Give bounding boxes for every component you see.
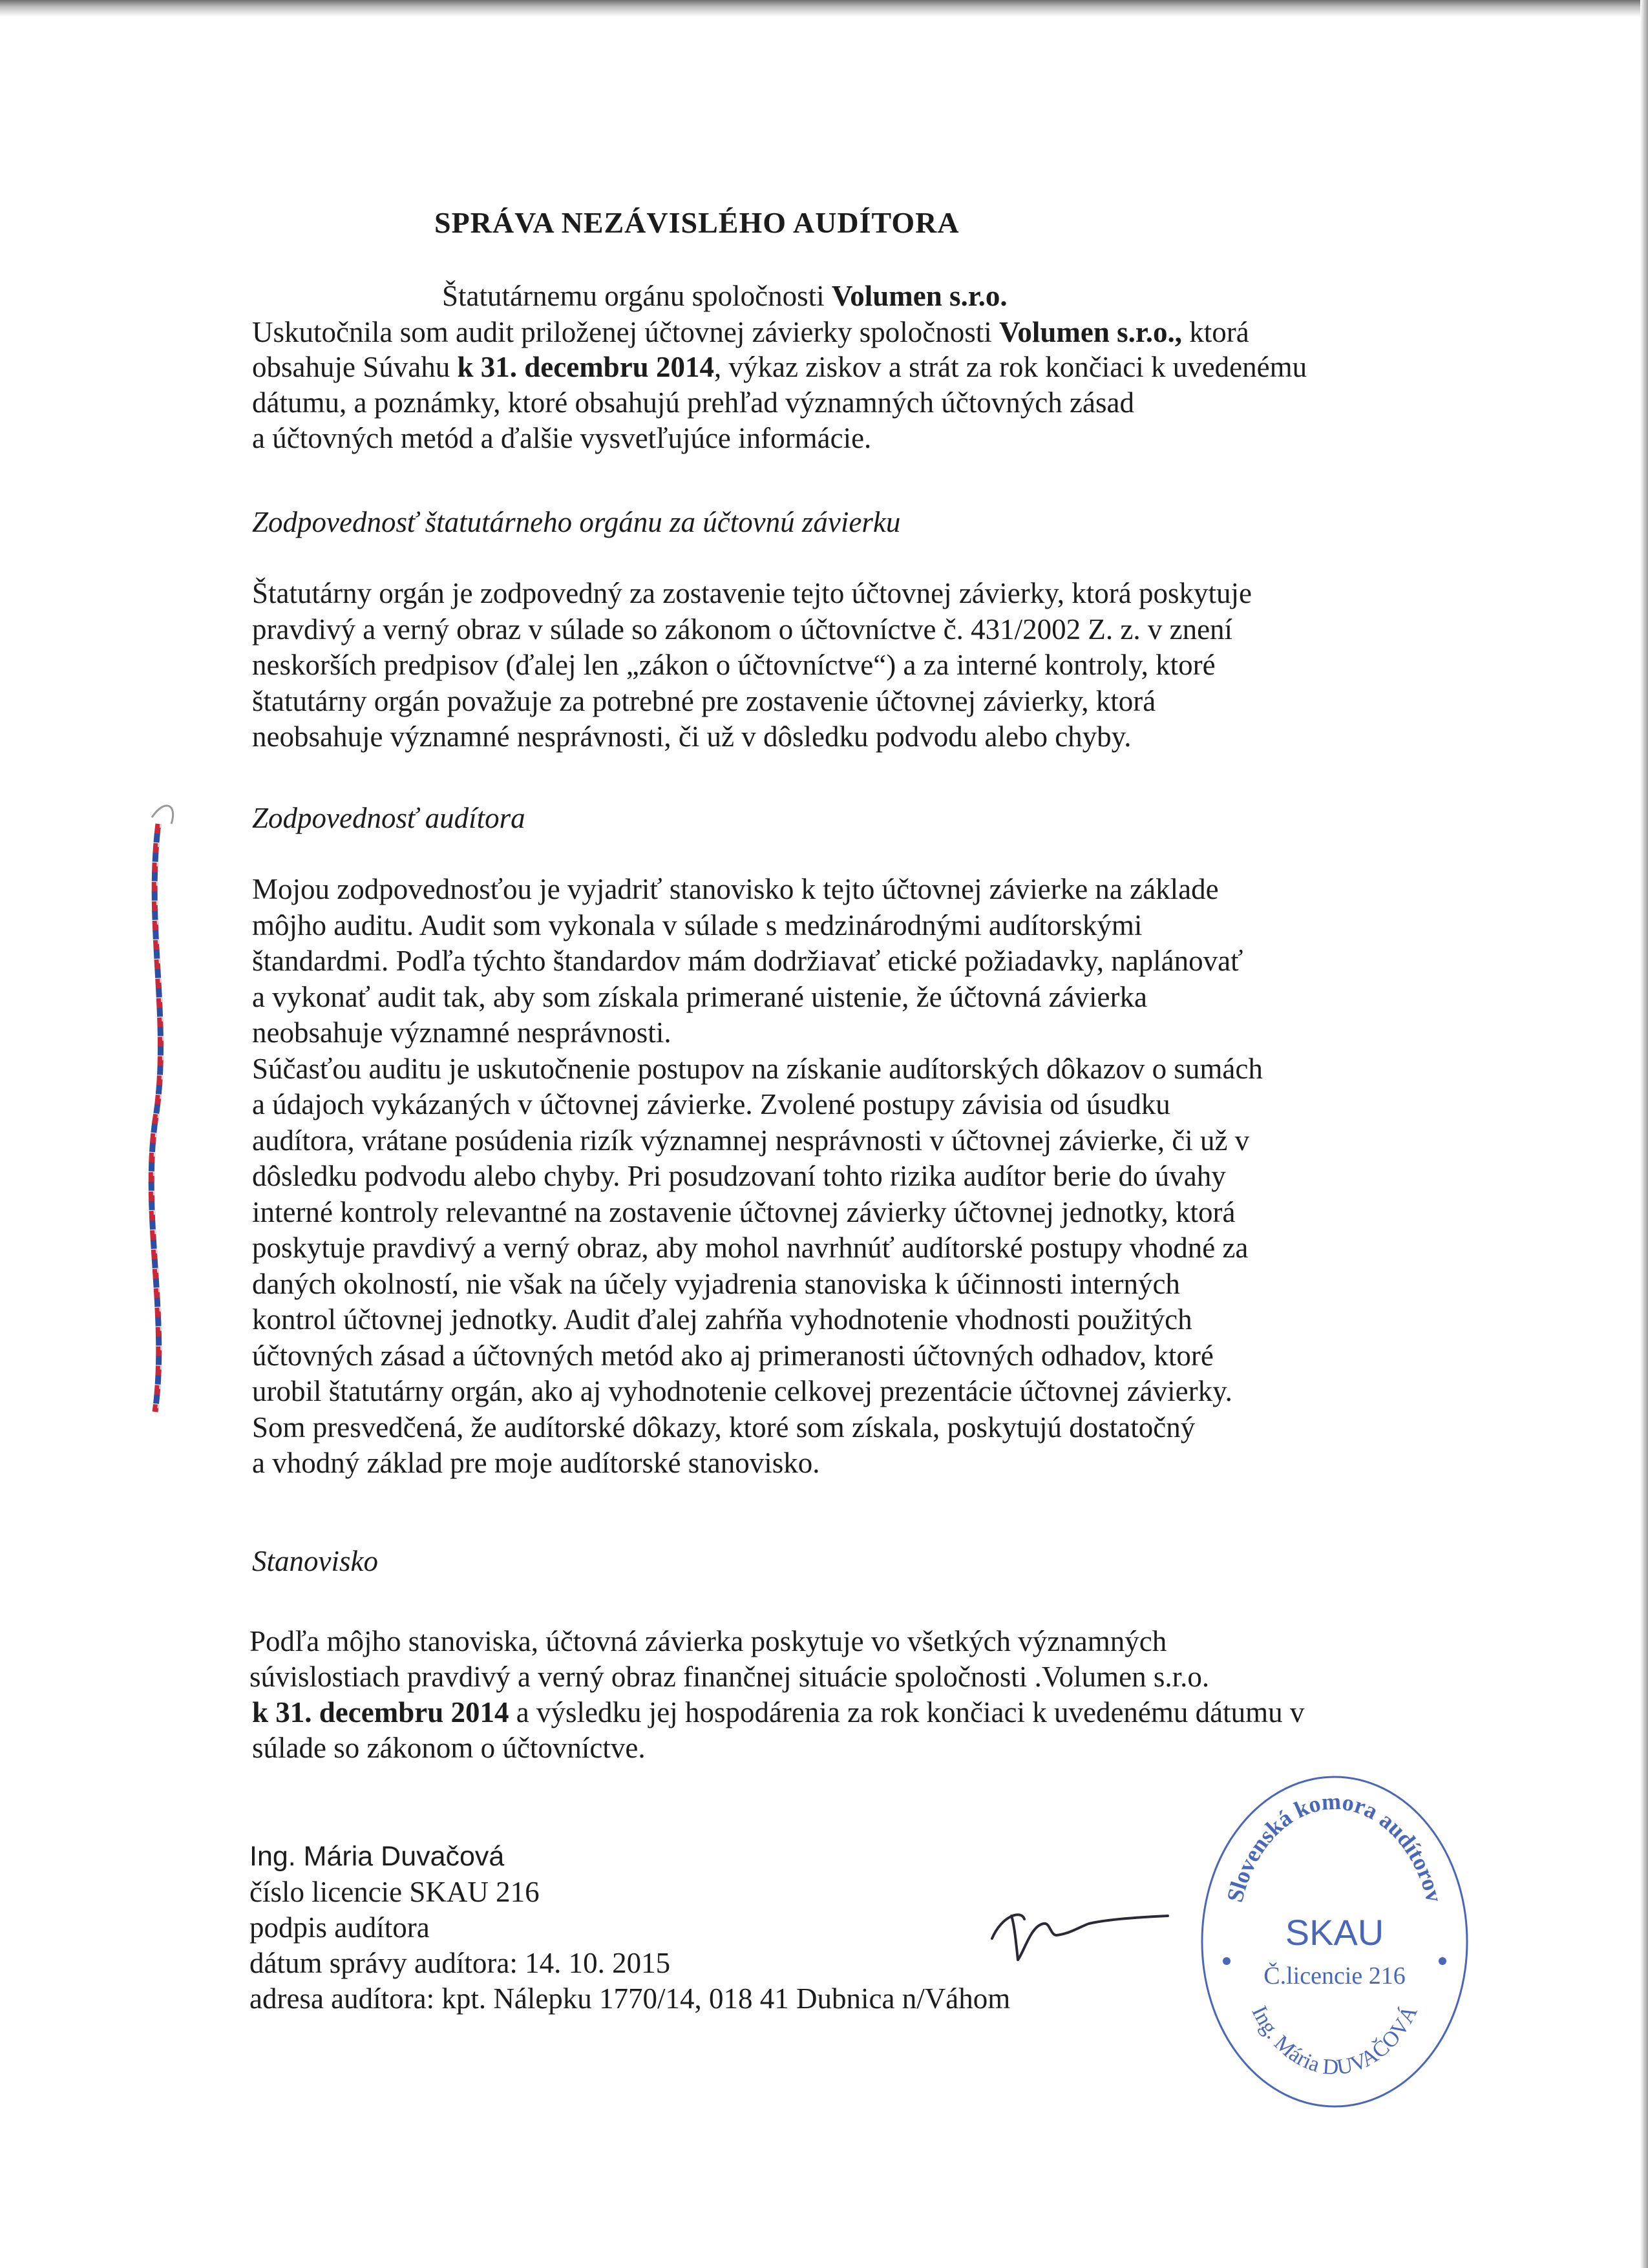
auditor-responsibility-line: štandardmi. Podľa týchto štandardov mám dodržiavať etické požiadavky, naplánovať: [252, 945, 1243, 977]
intro-line-4: a účtovných metód a ďalšie vysvetľujúce informácie.: [252, 422, 872, 454]
addressee-line: Štatutárnemu orgánu spoločnosti Volumen s.r.o.: [442, 280, 1008, 312]
opinion-line-1: Podľa môjho stanoviska, účtovná závierka poskytuje vo všetkých významných: [249, 1625, 1167, 1657]
auditor-responsibility-line: môjho auditu. Audit som vykonala v súlade s medzinárodnými audítorskými: [252, 908, 1143, 941]
auditor-license: číslo licencie SKAU 216: [249, 1876, 540, 1908]
report-date: dátum správy audítora: 14. 10. 2015: [249, 1947, 671, 1979]
company-name: Volumen s.r.o.: [831, 280, 1008, 312]
auditor-responsibility-line: a vhodný základ pre moje audítorské stanovisko.: [252, 1447, 820, 1479]
auditor-responsibility-line: neobsahuje významné nesprávnosti.: [252, 1016, 671, 1049]
stamp-license-text: Č.licencie 216: [1263, 1962, 1406, 1990]
document-title: SPRÁVA NEZÁVISLÉHO AUDÍTORA: [434, 206, 960, 239]
board-responsibility-line: pravdivý a verný obraz v súlade so zákonom o účtovníctve č. 431/2002 Z. z. v znení: [252, 613, 1233, 646]
auditor-stamp-image: [1176, 1748, 1480, 2110]
auditor-responsibility-line: Mojou zodpovednosťou je vyjadriť stanovisko k tejto účtovnej závierke na základe: [252, 873, 1219, 905]
intro-line-3: dátumu, a poznámky, ktoré obsahujú prehľad významných účtovných zásad: [252, 386, 1134, 419]
stamp-center-text: SKAU: [1285, 1912, 1384, 1953]
intro-line-1: Uskutočnila som audit priloženej účtovnej závierky spoločnosti Volumen s.r.o., ktorá: [252, 316, 1249, 348]
opinion-heading: Stanovisko: [252, 1545, 378, 1577]
scan-edge-right: [1640, 0, 1648, 2268]
opinion-line-3: k 31. decembru 2014 a výsledku jej hospodárenia za rok končiaci k uvedenému dátumu v: [252, 1696, 1305, 1728]
auditor-name: Ing. Mária Duvačová: [249, 1841, 505, 1872]
auditor-responsibility-line: účtovných zásad a účtovných metód ako aj primeranosti účtovných odhadov, ktoré: [252, 1339, 1214, 1372]
auditor-responsibility-heading: Zodpovednosť audítora: [252, 802, 525, 834]
board-responsibility-line: neobsahuje významné nesprávnosti, či už v dôsledku podvodu alebo chyby.: [252, 720, 1132, 753]
opinion-line-4: súlade so zákonom o účtovníctve.: [252, 1732, 646, 1764]
auditor-responsibility-line: Súčasťou auditu je uskutočnenie postupov na získanie audítorských dôkazov o sumách: [252, 1052, 1263, 1085]
auditor-responsibility-line: dôsledku podvodu alebo chyby. Pri posudzovaní tohto rizika audítor berie do úvahy: [252, 1160, 1226, 1192]
signature-label: podpis audítora: [249, 1911, 430, 1944]
opinion-line-2: súvislostiach pravdivý a verný obraz finančnej situácie spoločnosti .Volumen s.r.o.: [249, 1661, 1210, 1693]
scan-edge-top: [0, 0, 1648, 17]
auditor-responsibility-line: urobil štatutárny orgán, ako aj vyhodnotenie celkovej prezentácie účtovnej závierky.: [252, 1375, 1232, 1407]
auditor-responsibility-line: kontrol účtovnej jednotky. Audit ďalej zahŕňa vyhodnotenie vhodnosti použitých: [252, 1303, 1192, 1336]
auditor-responsibility-line: Som presvedčená, že audítorské dôkazy, ktoré som získala, poskytujú dostatočný: [252, 1411, 1196, 1444]
svg-text:Slovenská komora audítorov: Slovenská komora audítorov: [1221, 1788, 1448, 1905]
auditor-address: adresa audítora: kpt. Nálepku 1770/14, 018 41 Dubnica n/Váhom: [249, 1982, 1011, 2015]
auditor-responsibility-line: audítora, vrátane posúdenia rizík významnej nesprávnosti v účtovnej závierke, či už v: [252, 1124, 1250, 1157]
auditor-responsibility-line: daných okolností, nie však na účely vyjadrenia stanoviska k účinnosti interných: [252, 1267, 1180, 1300]
auditor-responsibility-line: poskytuje pravdivý a verný obraz, aby mohol navrhnúť audítorské postupy vhodné za: [252, 1232, 1249, 1264]
board-responsibility-line: Štatutárny orgán je zodpovedný za zostavenie tejto účtovnej závierky, ktorá poskytuje: [252, 577, 1252, 609]
auditor-responsibility-line: a údajoch vykázaných v účtovnej závierke. Zvolené postupy závisia od úsudku: [252, 1088, 1170, 1120]
binding-cord-image: [126, 798, 184, 1418]
board-responsibility-line: neskorších predpisov (ďalej len „zákon o účtovníctve“) a za interné kontroly, ktoré: [252, 649, 1216, 681]
intro-line-2: obsahuje Súvahu k 31. decembru 2014, výkaz ziskov a strát za rok končiaci k uvedenému: [252, 351, 1307, 383]
auditor-responsibility-line: a vykonať audit tak, aby som získala primerané uistenie, že účtovná závierka: [252, 980, 1147, 1013]
board-responsibility-line: štatutárny orgán považuje za potrebné pre zostavenie účtovnej závierky, ktorá: [252, 684, 1156, 717]
board-responsibility-heading: Zodpovednosť štatutárneho orgánu za účtovnú závierku: [252, 506, 901, 538]
handwritten-signature: [986, 1890, 1173, 1968]
svg-text:Ing. Mária DUVAČOVÁ: Ing. Mária DUVAČOVÁ: [1247, 2002, 1422, 2080]
auditor-responsibility-line: interné kontroly relevantné na zostavenie účtovnej závierky účtovnej jednotky, ktorá: [252, 1195, 1236, 1228]
